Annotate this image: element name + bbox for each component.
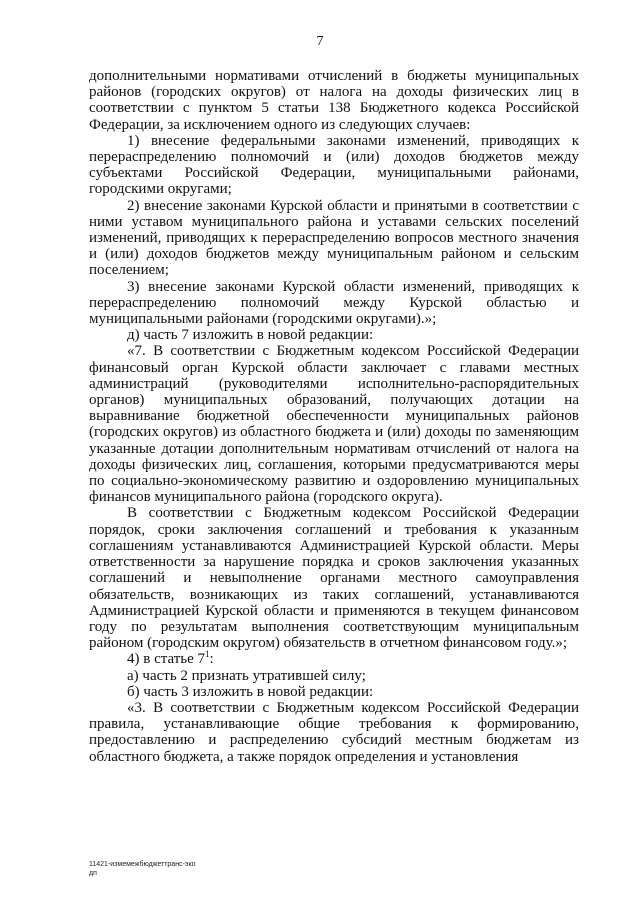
paragraph-6: «7. В соответствии с Бюджетным кодексом Российской Федерации финансовый орган Курской области заключает с главами местных администраций (руководителями исполнительно-распорядительных органов) муниципальных образований, получающих дотации на выравнивание бюджетной обеспеченности муниципальных районов (городских округов) из областного бюджета и (или) доходы по заменяющим указанные дотации дополнительным нормативам отчислений от налога на доходы физических лиц, соглашения, которыми предусматриваются меры по социально-экономическому развитию и оздоровлению муниципальных финансов муниципального района (городского округа). — [89, 343, 579, 506]
paragraph-5: д) часть 7 изложить в новой редакции: — [127, 327, 374, 344]
document-body — [89, 68, 579, 765]
paragraph-11: «3. В соответствии с Бюджетным кодексом Российской Федерации правила, устанавливающие общие требования к формированию, предоставлению и распределению субсидий местным бюджетам из областного бюджета, а также порядок определения и установления — [89, 699, 579, 765]
document-footer — [89, 860, 196, 878]
paragraph-8-colon: : — [209, 651, 214, 668]
page-number: 7 — [316, 34, 324, 49]
paragraph-7: В соответствии с Бюджетным кодексом Российской Федерации порядок, сроки заключения соглашений и требования к указанным соглашениям устанавливаются Администрацией Курской области. Меры ответственности за нарушение порядка и сроков заключения указанных соглашений и невыполнение органами местного самоуправления обязательств, возникающих из таких соглашений, устанавливаются Администрацией Курской области и применяются в текущем финансовом году по результатам выполнения соответствующим муниципальным районом (городским округом) обязательств в отчетном финансовом году.»; — [89, 505, 579, 652]
paragraph-2: 1) внесение федеральными законами изменений, приводящих к перераспределению полномочий и (или) доходов бюджетов между субъектами Российской Федерации, муниципальными районами, городскими округами; — [89, 132, 579, 198]
paragraph-9: а) часть 2 признать утратившей силу; — [127, 667, 366, 684]
footer-file-id: 11421-измемежбюджеттранс-эко — [89, 861, 196, 868]
paragraph-4: 3) внесение законами Курской области изменений, приводящих к перераспределению полномочий между Курской областью и муниципальными районами (городскими округами).»; — [89, 278, 579, 328]
paragraph-8-text: 4) в статье 7 — [127, 651, 206, 668]
paragraph-10: б) часть 3 изложить в новой редакции: — [127, 683, 374, 700]
superscript: 1 — [205, 649, 210, 660]
paragraph-1: дополнительными нормативами отчислений в бюджеты муниципальных районов (городских округов) от налога на доходы физических лиц в соответствии с пунктом 5 статьи 138 Бюджетного кодекса Российской Федерации, за исключением одного из следующих случаев: — [89, 68, 579, 133]
paragraph-3: 2) внесение законами Курской области и принятыми в соответствии с ними уставом муниципального района и уставами сельских поселений изменений, приводящих к перераспределению вопросов местного значения и (или) доходов бюджетов между муниципальным районом и сельским поселением; — [89, 197, 579, 279]
footer-initials: дп — [89, 870, 97, 877]
paragraph-8 — [89, 651, 579, 667]
